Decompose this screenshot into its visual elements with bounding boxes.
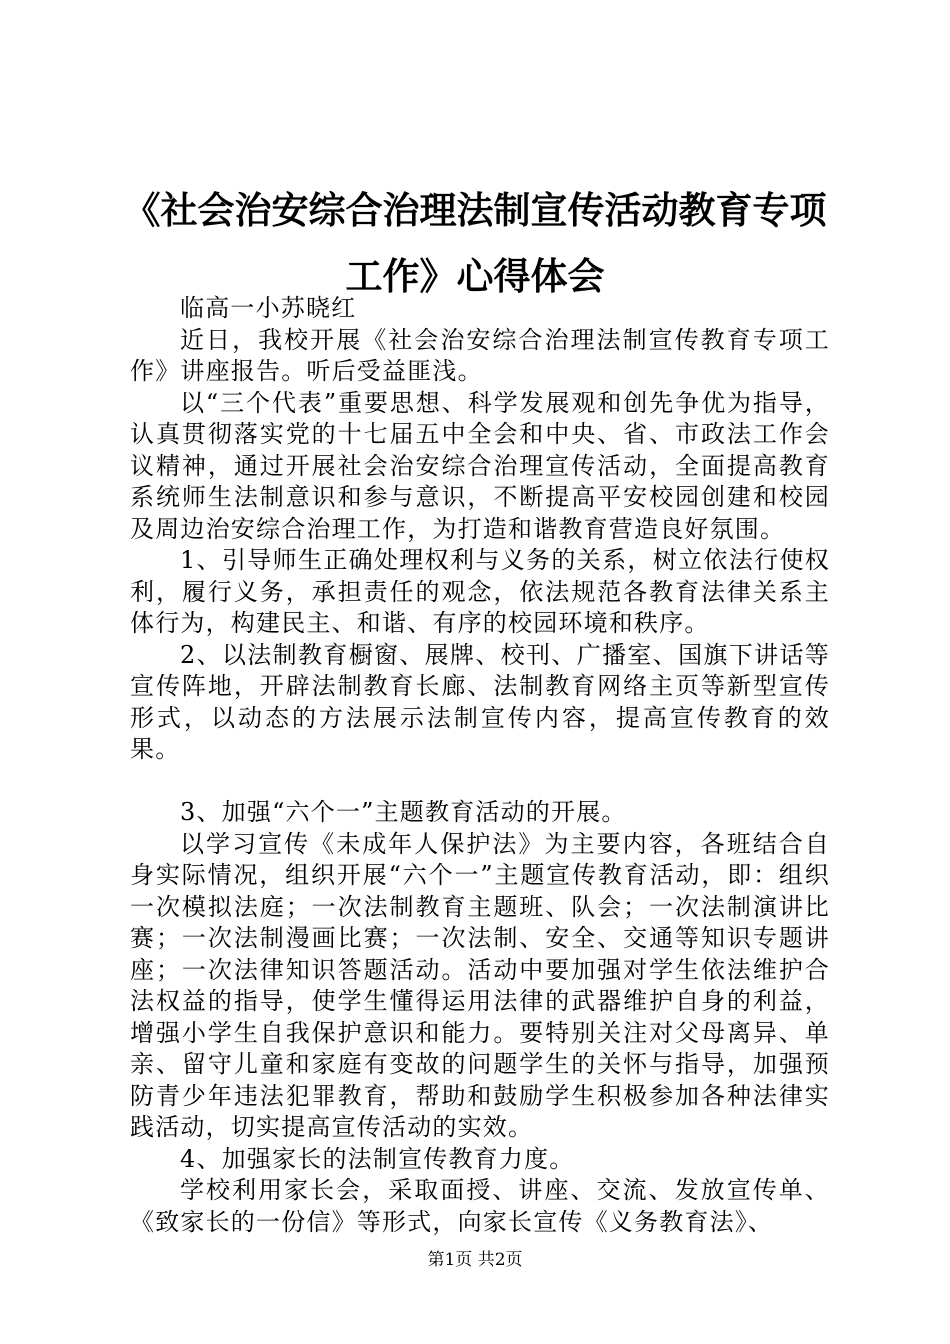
paragraph-point-4-detail: 学校利用家长会，采取面授、讲座、交流、发放宣传单、《致家长的一份信》等形式，向家长宣传《义务教育法》、 xyxy=(130,1176,830,1236)
paragraph-point-3-detail: 以学习宣传《未成年人保护法》为主要内容，各班结合自身实际情况，组织开展“六个一”主题宣传教育活动，即：组织一次模拟法庭；一次法制教育主题班、队会；一次法制演讲比赛；一次法制漫画比赛；一次法制、安全、交通等知识专题讲座；一次法律知识答题活动。活动中要加强对学生依法维护合法权益的指导，使学生懂得运用法律的武器维护自身的利益，增强小学生自我保护意识和能力。要特别关注对父母离异、单亲、留守儿童和家庭有变故的问题学生的关怀与指导，加强预防青少年违法犯罪教育，帮助和鼓励学生积极参加各种法律实践活动，切实提高宣传活动的实效。 xyxy=(130,829,830,1141)
paragraph-point-3: 3、加强“六个一”主题教育活动的开展。 xyxy=(180,798,627,826)
paragraph-point-1: 1、引导师生正确处理权利与义务的关系，树立依法行使权利，履行义务，承担责任的观念，依法规范各教育法律关系主体行为，构建民主、和谐、有序的校园环境和秩序。 xyxy=(130,546,830,637)
paragraph-intro: 近日，我校开展《社会治安综合治理法制宣传教育专项工作》讲座报告。听后受益匪浅。 xyxy=(130,325,830,385)
document-body xyxy=(130,293,830,1238)
document-title: 《社会治安综合治理法制宣传活动教育专项工作》心得体会 xyxy=(123,189,827,298)
paragraph-point-2: 2、以法制教育橱窗、展牌、校刊、广播室、国旗下讲话等宣传阵地，开辟法制教育长廊、法制教育网络主页等新型宣传形式，以动态的方法展示法制宣传内容，提高宣传教育的效果。 xyxy=(130,640,830,763)
page-footer: 第1页 共2页 xyxy=(427,1250,523,1270)
author-line: 临高一小苏晓红 xyxy=(180,294,357,322)
paragraph-guidance: 以“三个代表”重要思想、科学发展观和创先争优为指导，认真贯彻落实党的十七届五中全会和中央、省、市政法工作会议精神，通过开展社会治安综合治理宣传活动，全面提高教育系统师生法制意识和参与意识，不断提高平安校园创建和校园及周边治安综合治理工作，为打造和谐教育营造良好氛围。 xyxy=(130,388,830,543)
paragraph-point-4: 4、加强家长的法制宣传教育力度。 xyxy=(180,1144,575,1173)
